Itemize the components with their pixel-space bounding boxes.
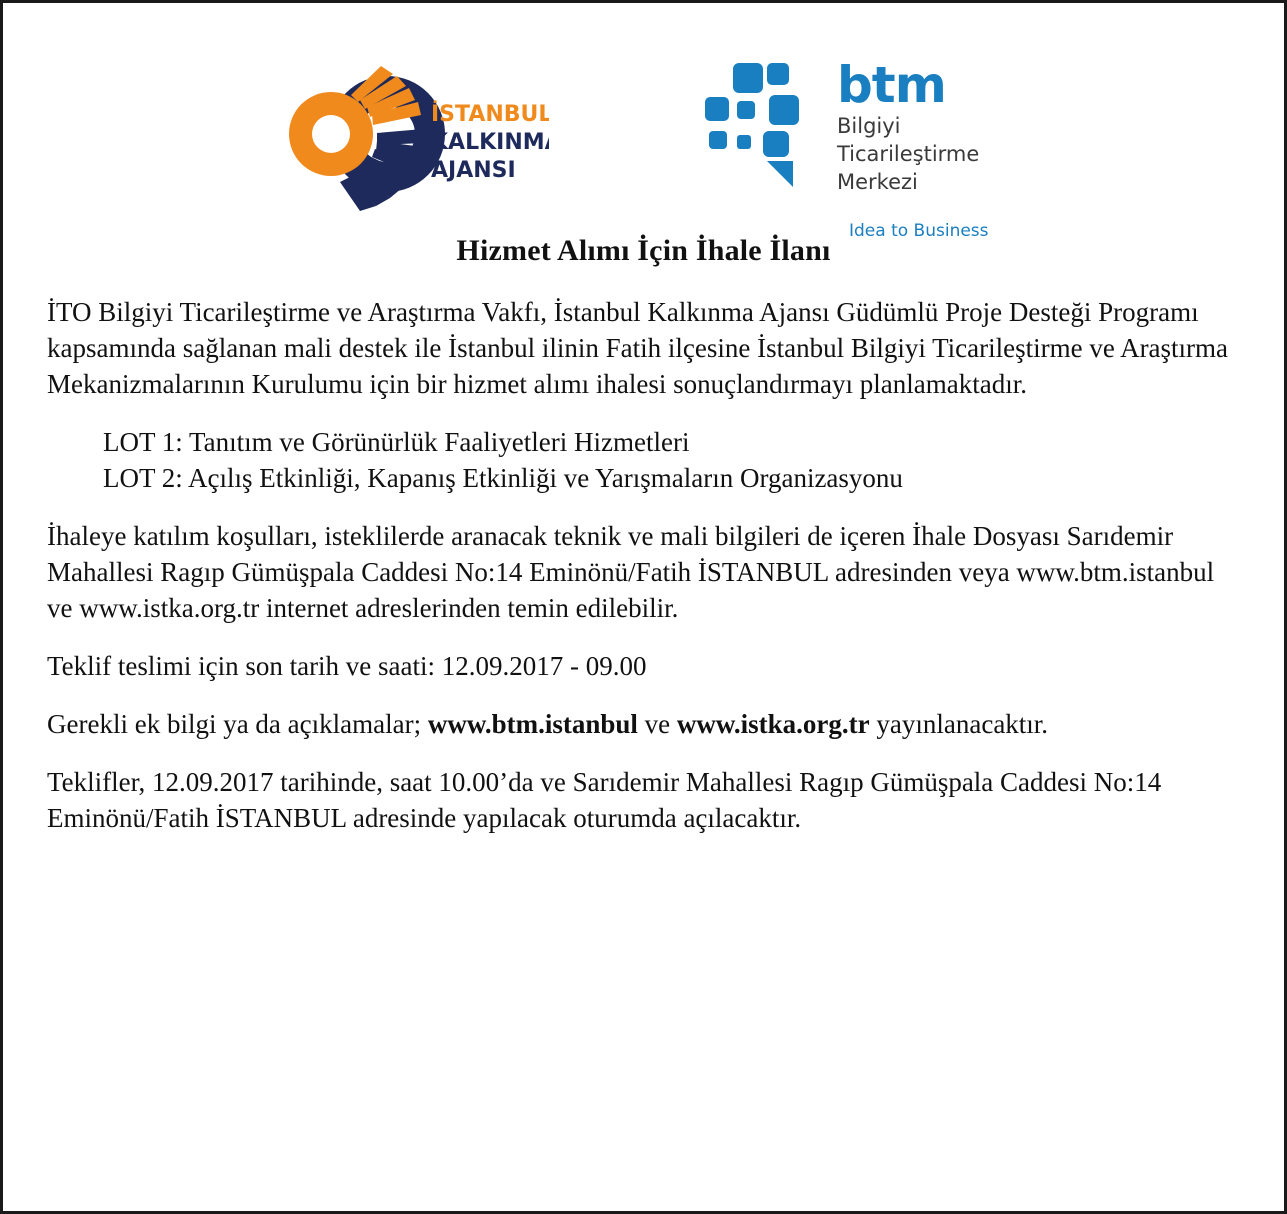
istka-logo-graphic — [269, 37, 549, 232]
istanbul-kalkinma-ajansi-logo — [269, 37, 549, 232]
page-title: Hizmet Alımı İçin İhale İlanı — [456, 234, 831, 267]
btm-sub-line3: Merkezi — [837, 170, 918, 194]
btm-sub-line2: Ticarileştirme — [837, 142, 980, 166]
btm-sub-line1: Bilgiyi — [837, 114, 901, 138]
intro-paragraph: İTO Bilgiyi Ticarileştirme ve Araştırma Vakfı, İstanbul Kalkınma Ajansı Güdümlü Proje Desteği Programı kapsamında sağlanan mali destek ile İstanbul ilinin Fatih ilçesine İstanbul Bilgiyi Ticarileştirme ve Araştırma Mekanizmalarının Kurulumu için bir hizmet alımı ihalesi sonuçlandırmayı planlamaktadır. — [47, 297, 1229, 399]
istka-text-line2: KALKINMA — [431, 130, 549, 155]
btm-logo — [697, 53, 1027, 243]
istka-text-line1: İSTANBUL — [431, 102, 549, 127]
btm-tagline: Idea to Business — [849, 221, 989, 241]
info-prefix: Gerekli ek bilgi ya da açıklamalar; — [47, 709, 428, 739]
btm-wordmark — [837, 56, 1037, 195]
deadline-paragraph: Teklif teslimi için son tarih ve saati: 12.09.2017 - 09.00 — [47, 651, 647, 681]
btm-word: btm — [837, 56, 946, 114]
info-middle: ve — [637, 709, 677, 739]
opening-paragraph: Teklifler, 12.09.2017 tarihinde, saat 10.00’da ve Sarıdemir Mahallesi Ragıp Gümüşpala Caddesi No:14 Eminönü/Fatih İSTANBUL adresinde yapılacak oturumda açılacaktır. — [47, 767, 1162, 833]
list-item: LOT 2: Açılış Etkinliği, Kapanış Etkinliği ve Yarışmaların Organizasyonu — [103, 463, 903, 493]
info-paragraph — [47, 706, 1240, 742]
btm-logo-graphic — [697, 57, 837, 217]
dossier-paragraph: İhaleye katılım koşulları, isteklilerde aranacak teknik ve mali bilgileri de içeren İhale Dosyası Sarıdemir Mahallesi Ragıp Gümüşpala Caddesi No:14 Eminönü/Fatih İSTANBUL adresinden veya www.btm.istanbul ve www.istka.org.tr internet adreslerinden temin edilebilir. — [47, 521, 1215, 623]
lot-list — [103, 424, 1240, 496]
btm-website-link[interactable]: www.btm.istanbul — [427, 709, 638, 739]
info-suffix: yayınlanacaktır. — [869, 709, 1049, 739]
document-body — [3, 3, 1284, 1211]
istka-text-line3: AJANSI — [431, 158, 516, 183]
list-item: LOT 1: Tanıtım ve Görünürlük Faaliyetleri Hizmetleri — [103, 427, 690, 457]
logo-row — [47, 25, 1240, 241]
istka-website-link[interactable]: www.istka.org.tr — [676, 709, 870, 739]
